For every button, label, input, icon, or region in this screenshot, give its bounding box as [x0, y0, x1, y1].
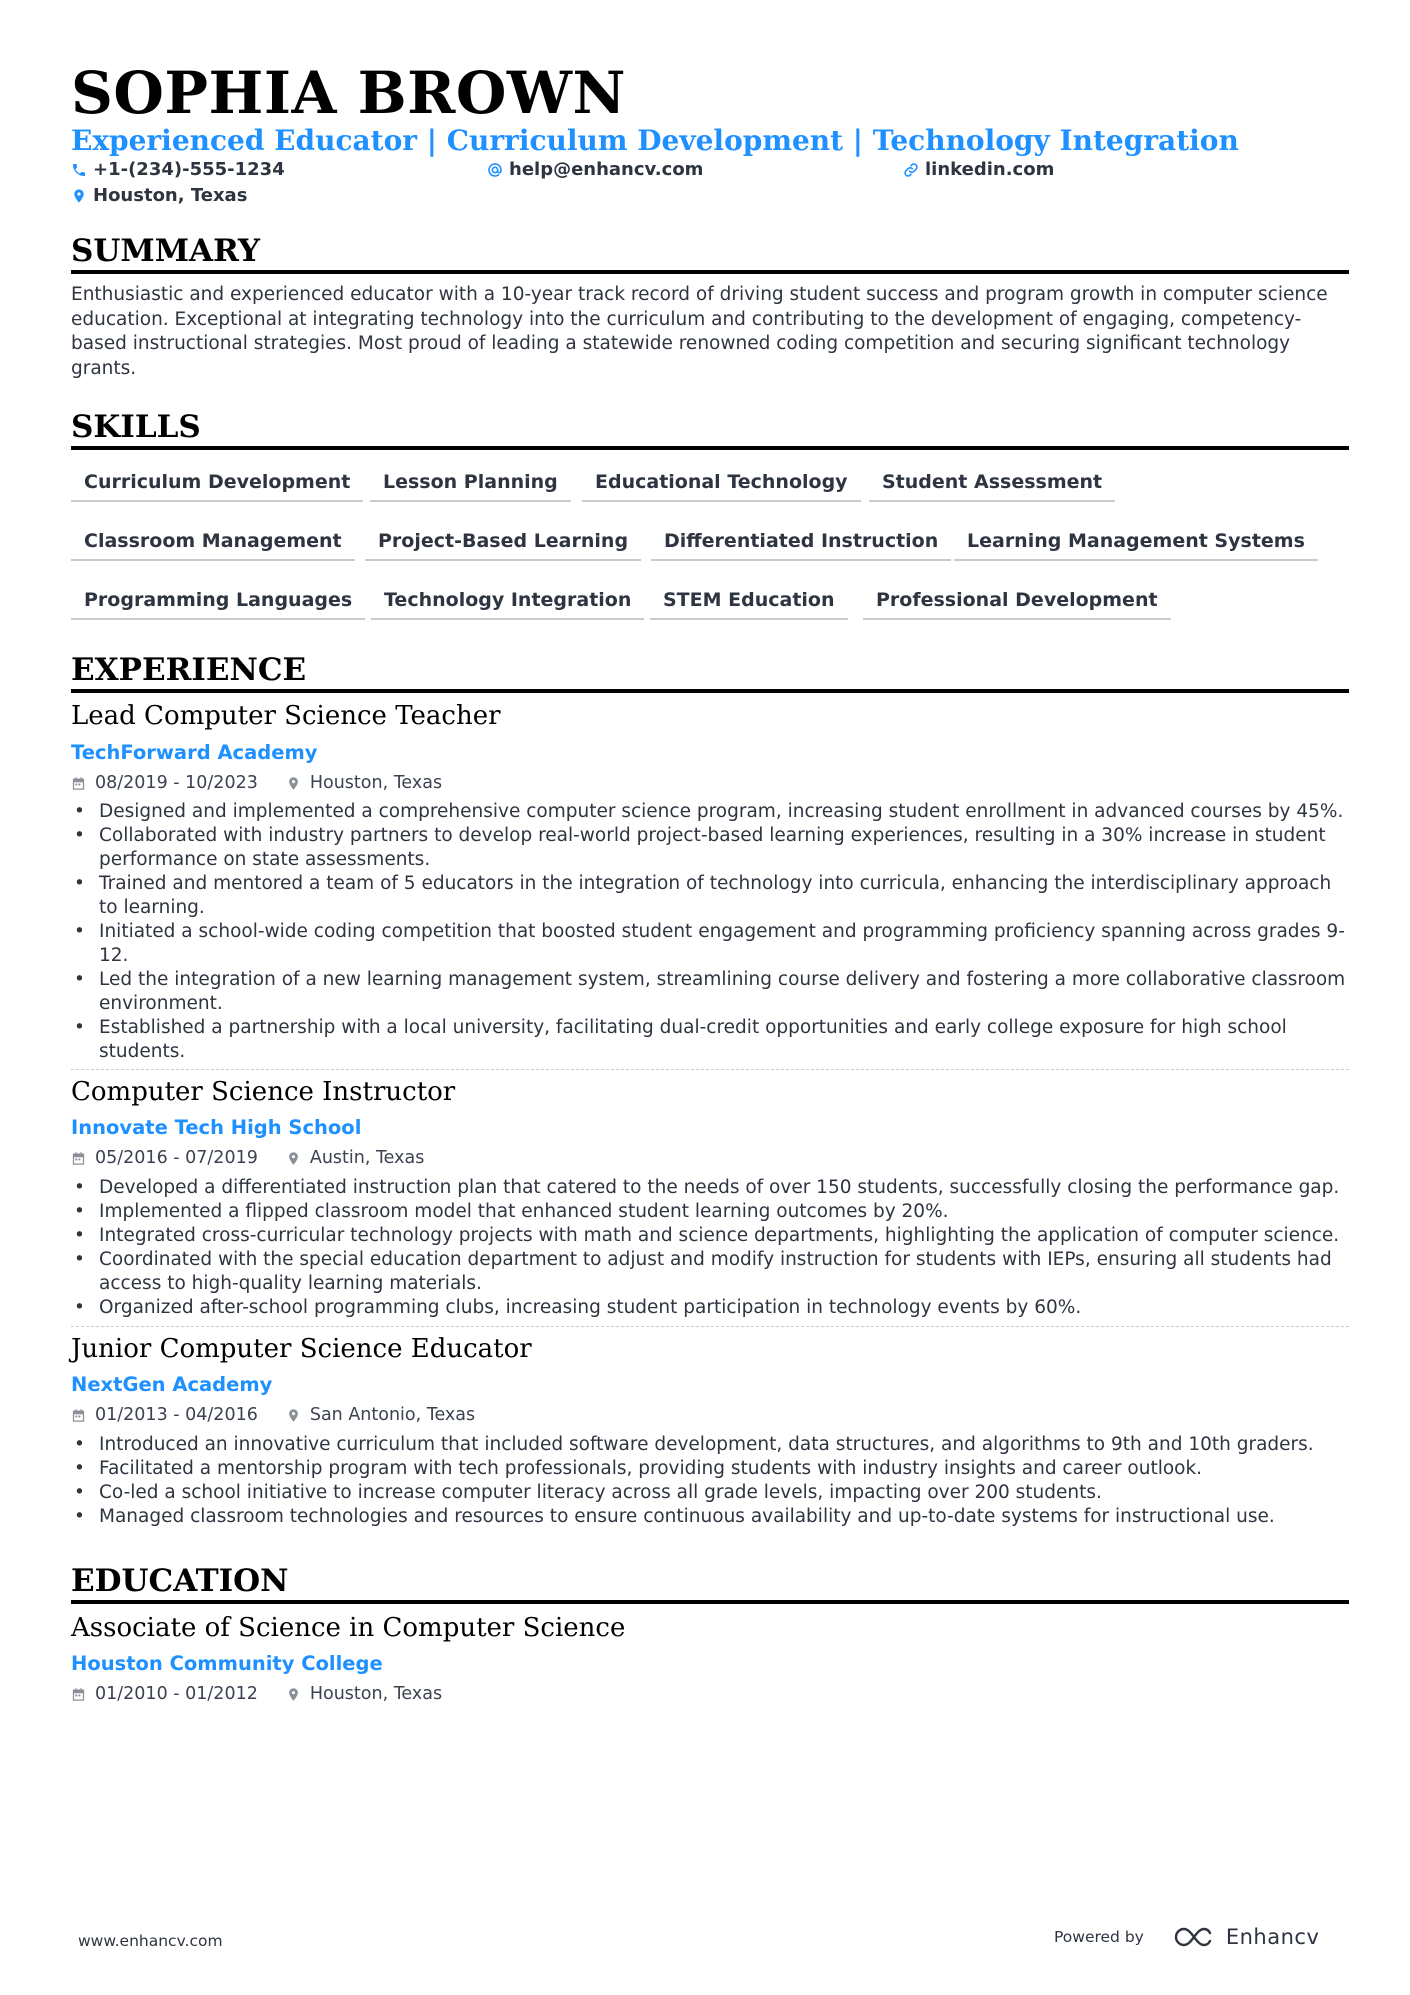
- skill-tag: Learning Management Systems: [954, 521, 1318, 561]
- education-divider: [71, 1600, 1349, 1604]
- education-location: Houston, Texas: [309, 1684, 443, 1704]
- job-dates: 08/2019 - 10/2023: [95, 773, 258, 793]
- job-meta: [71, 1146, 424, 1170]
- skill-tag: Technology Integration: [371, 580, 644, 620]
- skill-tag: Lesson Planning: [370, 462, 571, 502]
- job-location: Houston, Texas: [309, 773, 443, 793]
- education-meta: [71, 1682, 442, 1706]
- company-name[interactable]: Innovate Tech High School: [71, 1116, 362, 1139]
- job-meta: [71, 1403, 475, 1427]
- school-name[interactable]: Houston Community College: [71, 1652, 383, 1675]
- bullet-item: • Integrated cross-curricular technology projects with math and science departments, highlighting the application of computer science.: [71, 1224, 1349, 1248]
- job-title: Junior Computer Science Educator: [71, 1334, 532, 1364]
- summary-title: SUMMARY: [71, 233, 261, 269]
- skill-tag: Classroom Management: [71, 521, 355, 561]
- bullet-item: • Trained and mentored a team of 5 educators in the integration of technology into curricula, enhancing the interdisciplinary approach to learning.: [71, 872, 1349, 920]
- skill-tag: Professional Development: [863, 580, 1171, 620]
- skill-tag: Project-Based Learning: [365, 521, 641, 561]
- at-icon: [487, 162, 503, 178]
- bullet-item: • Introduced an innovative curriculum that included software development, data structures, and algorithms to 9th and 10th graders.: [71, 1433, 1349, 1457]
- job-location: San Antonio, Texas: [309, 1405, 476, 1425]
- email-text: help@enhancv.com: [509, 159, 704, 180]
- link-icon: [903, 162, 919, 178]
- skill-tag: Curriculum Development: [71, 462, 363, 502]
- bullet-item: • Collaborated with industry partners to develop real-world project-based learning experiences, resulting in a 30% increase in student performance on state assessments.: [71, 824, 1349, 872]
- education-title: EDUCATION: [71, 1563, 289, 1599]
- skill-tag: Student Assessment: [869, 462, 1115, 502]
- contact-phone[interactable]: [71, 158, 285, 182]
- job-bullets: [71, 800, 1349, 1064]
- enhancv-logo-icon: [1172, 1925, 1218, 1949]
- summary-text: Enthusiastic and experienced educator with a 10-year track record of driving student success and program growth in computer science education. Exceptional at integrating technology into the curriculum and contributing to the development of engaging, competency-based instructional strategies. Most proud of leading a statewide renowned coding competition and securing significant technology grants.: [71, 284, 1328, 379]
- map-pin-icon: [286, 1687, 301, 1702]
- footer-site-link[interactable]: www.enhancv.com: [78, 1932, 223, 1950]
- bullet-item: • Managed classroom technologies and resources to ensure continuous availability and up-to-date systems for instructional use.: [71, 1505, 1349, 1529]
- job-separator: [71, 1069, 1349, 1070]
- footer-branding[interactable]: [1054, 1925, 1319, 1949]
- skill-tag: Programming Languages: [71, 580, 365, 620]
- summary-divider: [71, 270, 1349, 274]
- job-location: Austin, Texas: [309, 1148, 425, 1168]
- headline: Experienced Educator | Curriculum Development | Technology Integration: [71, 124, 1239, 157]
- skills-title: SKILLS: [71, 409, 201, 445]
- linkedin-text: linkedin.com: [925, 159, 1055, 180]
- contact-linkedin[interactable]: [903, 158, 1054, 182]
- skill-tag: STEM Education: [650, 580, 848, 620]
- job-dates: 01/2013 - 04/2016: [95, 1405, 258, 1425]
- job-title: Lead Computer Science Teacher: [71, 701, 501, 731]
- contact-email[interactable]: [487, 158, 703, 182]
- phone-icon: [71, 162, 87, 178]
- bullet-item: • Co-led a school initiative to increase computer literacy across all grade levels, impacting over 200 students.: [71, 1481, 1349, 1505]
- calendar-icon: [71, 1151, 86, 1166]
- contact-location: [71, 184, 247, 208]
- company-name[interactable]: NextGen Academy: [71, 1373, 273, 1396]
- brand-name: Enhancv: [1225, 1925, 1320, 1949]
- skill-tag: Educational Technology: [582, 462, 861, 502]
- experience-title: EXPERIENCE: [71, 652, 307, 688]
- skill-tag: Differentiated Instruction: [651, 521, 951, 561]
- bullet-item: • Implemented a flipped classroom model that enhanced student learning outcomes by 20%.: [71, 1200, 1349, 1224]
- phone-text: +1-(234)-555-1234: [93, 159, 285, 180]
- bullet-item: • Initiated a school-wide coding competition that boosted student engagement and programming proficiency spanning across grades 9-12.: [71, 920, 1349, 968]
- calendar-icon: [71, 1687, 86, 1702]
- skills-divider: [71, 446, 1349, 450]
- calendar-icon: [71, 1408, 86, 1423]
- education-dates: 01/2010 - 01/2012: [95, 1684, 258, 1704]
- map-pin-icon: [71, 188, 87, 204]
- job-title: Computer Science Instructor: [71, 1077, 456, 1107]
- job-bullets: [71, 1433, 1349, 1529]
- degree-title: Associate of Science in Computer Science: [71, 1613, 626, 1643]
- map-pin-icon: [286, 776, 301, 791]
- job-dates: 05/2016 - 07/2019: [95, 1148, 258, 1168]
- location-text: Houston, Texas: [93, 185, 248, 206]
- bullet-item: • Led the integration of a new learning management system, streamlining course delivery and fostering a more collaborative classroom environment.: [71, 968, 1349, 1016]
- job-bullets: [71, 1176, 1349, 1320]
- map-pin-icon: [286, 1151, 301, 1166]
- candidate-name: SOPHIA BROWN: [71, 59, 627, 127]
- map-pin-icon: [286, 1408, 301, 1423]
- bullet-item: • Organized after-school programming clubs, increasing student participation in technology events by 60%.: [71, 1296, 1349, 1320]
- experience-divider: [71, 689, 1349, 693]
- job-separator: [71, 1326, 1349, 1327]
- bullet-item: • Coordinated with the special education department to adjust and modify instruction for students with IEPs, ensuring all students had access to high-quality learning materials.: [71, 1248, 1349, 1296]
- job-meta: [71, 771, 442, 795]
- calendar-icon: [71, 776, 86, 791]
- bullet-item: • Designed and implemented a comprehensive computer science program, increasing student enrollment in advanced courses by 45%.: [71, 800, 1349, 824]
- bullet-item: • Developed a differentiated instruction plan that catered to the needs of over 150 students, successfully closing the performance gap.: [71, 1176, 1349, 1200]
- powered-by-label: Powered by: [1054, 1928, 1144, 1946]
- bullet-item: • Facilitated a mentorship program with tech professionals, providing students with industry insights and career outlook.: [71, 1457, 1349, 1481]
- company-name[interactable]: TechForward Academy: [71, 741, 318, 764]
- bullet-item: • Established a partnership with a local university, facilitating dual-credit opportunities and early college exposure for high school students.: [71, 1016, 1349, 1064]
